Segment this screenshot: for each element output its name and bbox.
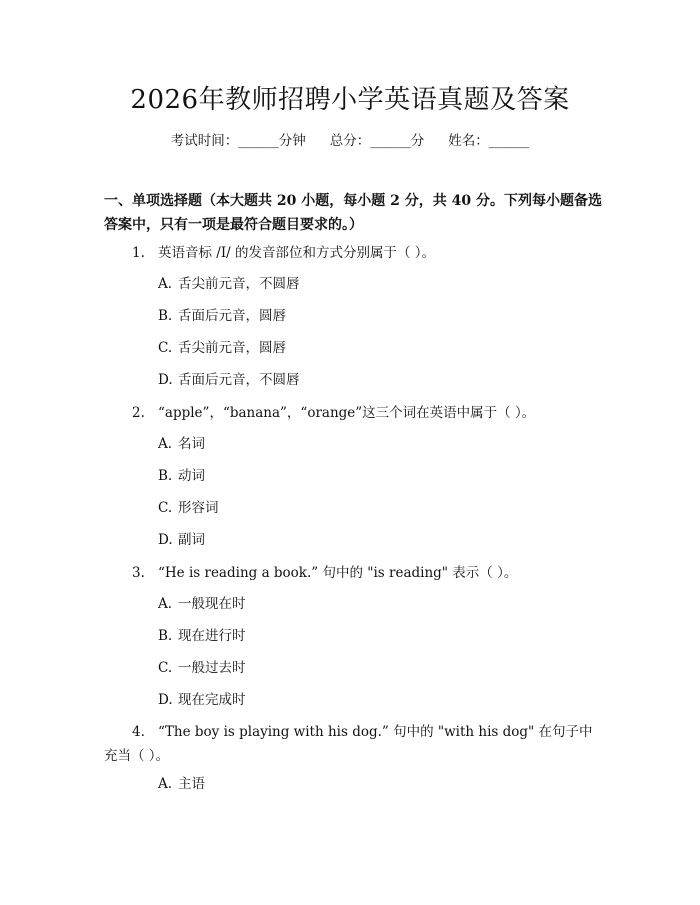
option-text: 舌尖前元音，圆唇: [178, 340, 286, 356]
option-3a: [158, 594, 246, 614]
option-text: 副词: [178, 532, 205, 548]
option-letter: C.: [158, 340, 173, 356]
option-text: 现在完成时: [178, 692, 246, 708]
option-text: 名词: [178, 436, 205, 452]
option-letter: D.: [158, 372, 173, 388]
option-1a: [158, 274, 300, 294]
option-text: 舌面后元音，圆唇: [178, 308, 286, 324]
option-1c: [158, 338, 286, 358]
option-text: 动词: [178, 468, 205, 484]
question-number: 4.: [132, 724, 145, 740]
option-3b: [158, 626, 246, 646]
option-1d: [158, 370, 300, 390]
total-score-field: 总分：______分: [329, 133, 425, 149]
option-text: 一般过去时: [178, 660, 246, 676]
option-letter: B.: [158, 628, 173, 644]
option-2d: [158, 530, 205, 550]
exam-meta: [0, 131, 700, 151]
question-number: 2.: [132, 405, 145, 421]
option-letter: A.: [158, 596, 173, 612]
question-text: “apple”，“banana”，“orange”这三个词在英语中属于（ ）。: [158, 405, 536, 421]
question-2: [132, 401, 602, 425]
option-1b: [158, 306, 286, 326]
option-letter: C.: [158, 660, 173, 676]
question-text: “He is reading a book.” 句中的 "is reading" 表示（ ）。: [158, 565, 518, 581]
question-number: 3.: [132, 565, 145, 581]
option-letter: D.: [158, 532, 173, 548]
question-text: “The boy is playing with his dog.” 句中的 "with his dog" 在句子中充当（ ）。: [104, 724, 593, 764]
question-4: [104, 720, 598, 768]
option-text: 形容词: [178, 500, 219, 516]
question-1: [132, 241, 602, 265]
option-text: 舌尖前元音，不圆唇: [178, 276, 300, 292]
option-text: 舌面后元音，不圆唇: [178, 372, 300, 388]
page-title: 2026年教师招聘小学英语真题及答案: [130, 85, 570, 115]
option-text: 一般现在时: [178, 596, 246, 612]
option-3d: [158, 690, 246, 710]
option-letter: A.: [158, 276, 173, 292]
option-2c: [158, 498, 219, 518]
option-letter: B.: [158, 468, 173, 484]
option-4a: [158, 774, 205, 794]
student-name-field: 姓名：______: [448, 133, 530, 149]
option-text: 主语: [178, 776, 205, 792]
option-letter: A.: [158, 436, 173, 452]
question-number: 1.: [132, 245, 145, 261]
question-text: 英语音标 /I/ 的发音部位和方式分别属于（ ）。: [158, 245, 436, 261]
section-heading: 一、单项选择题（本大题共 20 小题，每小题 2 分，共 40 分。下列每小题备选答案中，只有一项是最符合题目要求的。）: [104, 193, 602, 233]
option-letter: C.: [158, 500, 173, 516]
option-3c: [158, 658, 246, 678]
option-letter: D.: [158, 692, 173, 708]
question-3: [132, 561, 602, 585]
exam-time-field: 考试时间：______分钟: [170, 133, 306, 149]
option-letter: B.: [158, 308, 173, 324]
option-2a: [158, 434, 205, 454]
option-2b: [158, 466, 205, 486]
option-letter: A.: [158, 776, 173, 792]
option-text: 现在进行时: [178, 628, 246, 644]
